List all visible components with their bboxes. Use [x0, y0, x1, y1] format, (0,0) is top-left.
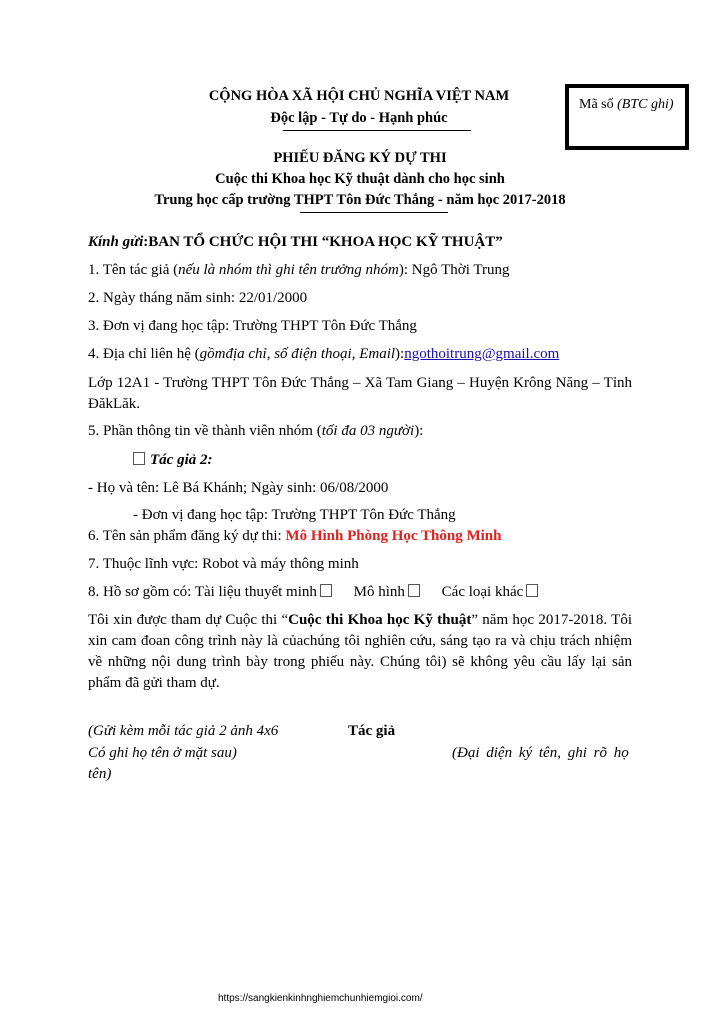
field-contact: 4. Địa chỉ liên hệ (gồmđịa chỉ, số điện thoại, Email):ngothoitrung@gmail.com — [88, 346, 560, 362]
field-product: 6. Tên sản phẩm đăng ký dự thi: Mô Hình Phòng Học Thông Minh — [88, 528, 502, 544]
contest-line: Cuộc thi Khoa học Kỹ thuật dành cho học sinh — [215, 171, 505, 187]
checkbox-model[interactable] — [408, 584, 420, 597]
field-dossier: 8. Hồ sơ gồm có: Tài liệu thuyết minh Mô hình Các loại khác — [88, 584, 538, 601]
field-members: 5. Phần thông tin về thành viên nhóm (tối đa 03 người): — [88, 423, 424, 439]
photo-note-2: Có ghi họ tên ở mặt sau) — [88, 745, 237, 761]
author2-heading: Tác giả 2: — [133, 452, 212, 469]
author2-school: - Đơn vị đang học tập: Trường THPT Tôn Đức Thắng — [133, 507, 456, 523]
author-title: Tác giả — [348, 723, 396, 739]
code-label: Mã số (BTC ghi) — [579, 97, 674, 112]
email-link[interactable]: ngothoitrung@gmail.com — [404, 346, 560, 362]
motto: Độc lập - Tự do - Hạnh phúc — [270, 110, 448, 126]
form-title: PHIẾU ĐĂNG KÝ DỰ THI — [273, 150, 447, 166]
country-name: CỘNG HÒA XÃ HỘI CHỦ NGHĨA VIỆT NAM — [208, 88, 510, 104]
field-address: Lớp 12A1 - Trường THPT Tôn Đức Thắng – Xã Tam Giang – Huyện Krông Năng – Tỉnh ĐăkLăk. — [88, 375, 632, 412]
checkbox-other[interactable] — [526, 584, 538, 597]
product-name: Mô Hình Phòng Học Thông Minh — [285, 528, 502, 544]
field-author: 1. Tên tác giả (nếu là nhóm thì ghi tên trưởng nhóm): Ngô Thời Trung — [88, 262, 510, 278]
school-year-line: Trung học cấp trường THPT Tôn Đức Thắng - năm học 2017-2018 — [154, 192, 566, 208]
photo-note-1: (Gửi kèm mỗi tác giả 2 ảnh 4x6 — [88, 723, 279, 739]
checkbox-docs[interactable] — [320, 584, 332, 597]
code-box — [565, 84, 689, 150]
field-dob: 2. Ngày tháng năm sinh: 22/01/2000 — [88, 290, 308, 306]
author2-name: - Họ và tên: Lê Bá Khánh; Ngày sinh: 06/08/2000 — [88, 480, 389, 496]
addressee: Kính gửi:BAN TỔ CHỨC HỘI THI “KHOA HỌC KỸ THUẬT” — [88, 234, 503, 250]
declaration: Tôi xin được tham dự Cuộc thi “Cuộc thi Khoa học Kỹ thuật” năm học 2017-2018. Tôi xin cam đoan công trình này là củachúng tôi nghiên cứu, sáng tạo ra và chịu trách nhiệm về những nội dung trình bày trong phiếu này. Chúng tôi) sẽ không yêu cầu lấy lại sản phẩm đã gửi tham dự. — [88, 612, 632, 691]
field-school: 3. Đơn vị đang học tập: Trường THPT Tôn Đức Thắng — [88, 318, 417, 334]
title-underline — [300, 212, 448, 213]
sign-note-2: tên) — [88, 766, 112, 782]
sign-note-1: (Đại diện ký tên, ghi rõ họ — [452, 745, 629, 761]
footer-url[interactable]: https://sangkienkinhnghiemchunhiemgioi.com/ — [218, 993, 423, 1004]
motto-underline — [283, 130, 471, 131]
bullet-box-icon — [133, 452, 145, 465]
field-domain: 7. Thuộc lĩnh vực: Robot và máy thông minh — [88, 556, 359, 572]
